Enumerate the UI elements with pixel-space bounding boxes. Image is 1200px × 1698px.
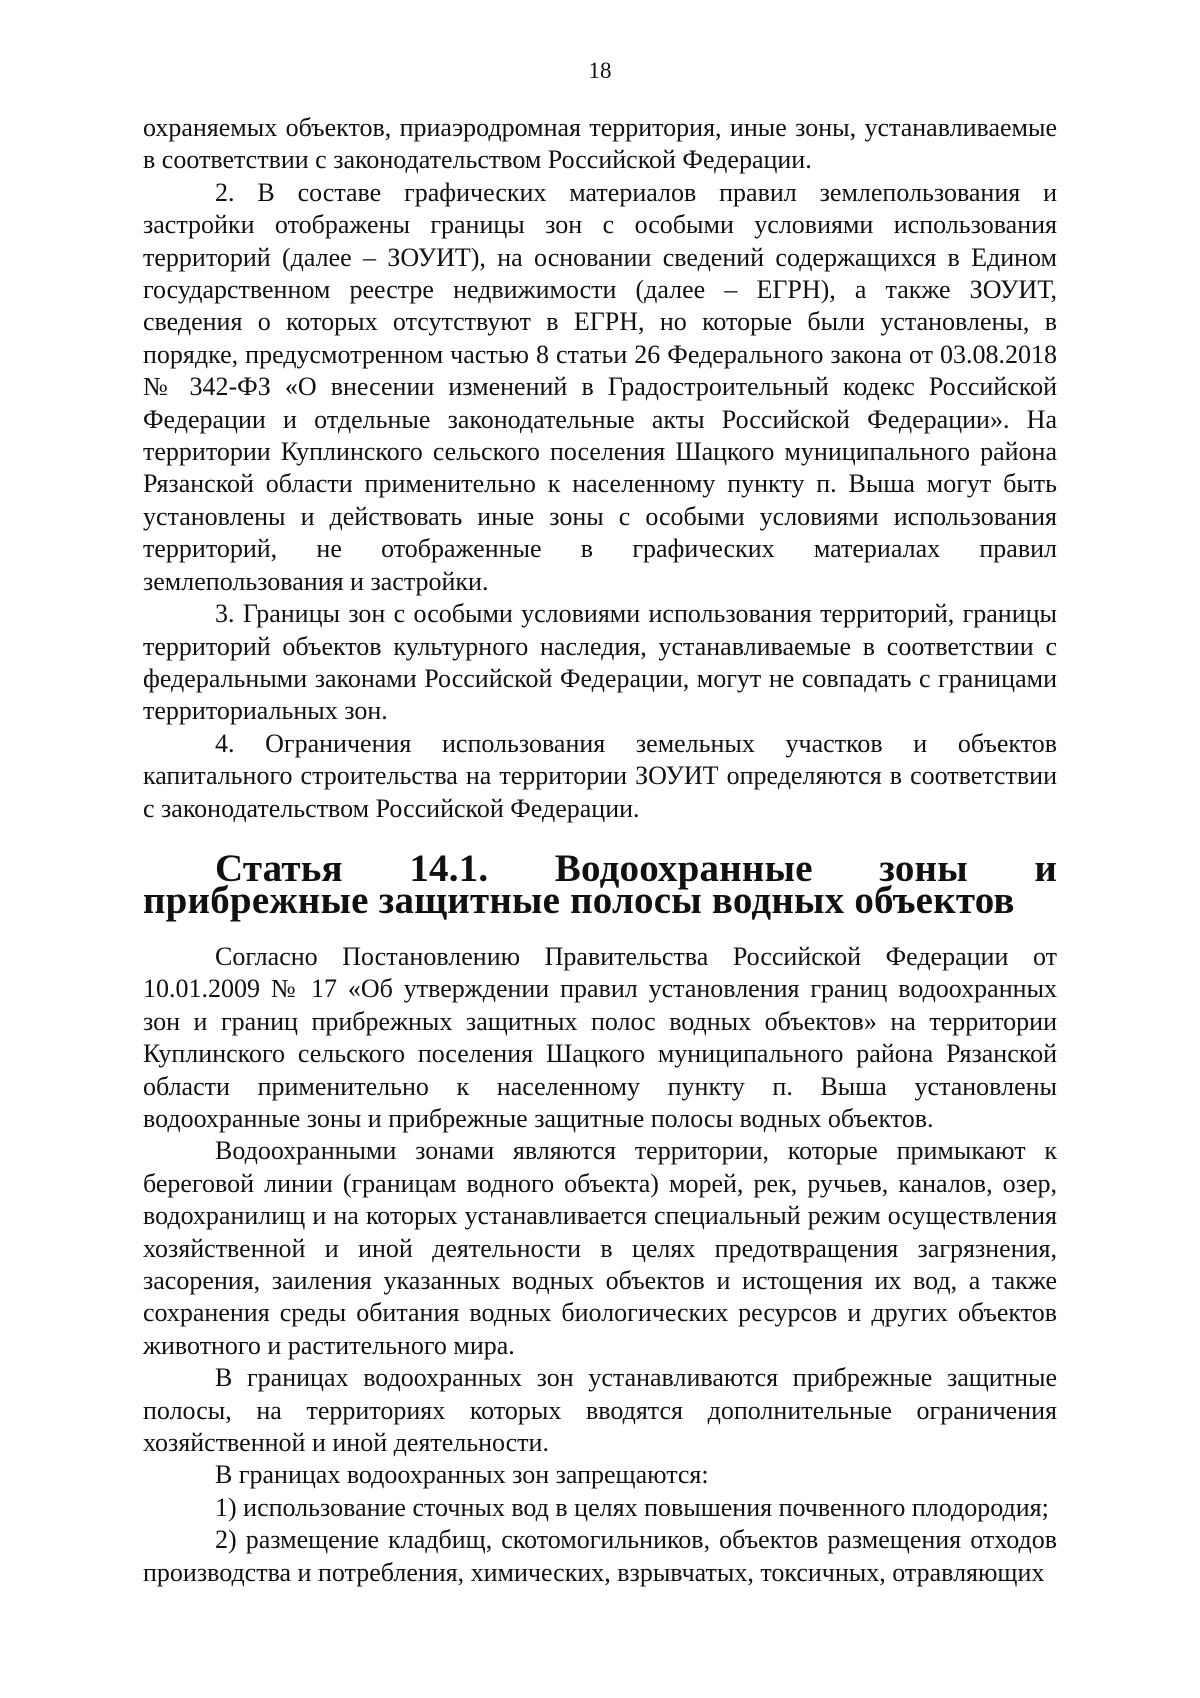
- paragraph-protective-strips: В границах водоохранных зон устанавливаются прибрежные защитные полосы, на территориях которых вводятся дополнительные ограничения хозяйственной и иной деятельности.: [143, 1363, 1057, 1458]
- paragraph-prohibitions-intro: В границах водоохранных зон запрещаются:: [215, 1460, 709, 1490]
- paragraph-item-2: 2. В составе графических материалов правил землепользования и застройки отображены границы зон с особыми условиями использования территорий (далее – ЗОУИТ), на основании сведений содержащихся в Едином государственном реестре недвижимости (далее – ЕГРН), а также ЗОУИТ, сведения о которых отсутствуют в ЕГРН, но которые были установлены, в порядке, предусмотренном частью 8 статьи 26 Федерального закона от 03.08.2018 № 342-ФЗ «О внесении изменений в Градостроительный кодекс Российской Федерации и отдельные законодательные акты Российской Федерации». На территории Куплинского сельского поселения Шацкого муниципального района Рязанской области применительно к населенному пункту п. Выша могут быть установлены и действовать иные зоны с особыми условиями использования территорий, не отображенные в графических материалах правил землепользования и застройки.: [143, 177, 1057, 596]
- paragraph-definition: Водоохранными зонами являются территории, которые примыкают к береговой линии (границам водного объекта) морей, рек, ручьев, каналов, озер, водохранилищ и на которых устанавливается специальный режим осуществления хозяйственной и иной деятельности в целях предотвращения загрязнения, засорения, заиления указанных водных объектов и истощения их вод, а также сохранения среды обитания водных биологических ресурсов и других объектов животного и растительного мира.: [143, 1136, 1057, 1360]
- page-number: 18: [588, 58, 612, 83]
- paragraph-item-4: 4. Ограничения использования земельных участков и объектов капитального строительства на территории ЗОУИТ определяются в соответствии с законодательством Российской Федерации.: [143, 728, 1057, 823]
- paragraph-continuation: охраняемых объектов, приаэродромная территория, иные зоны, устанавливаемые в соответствии с законодательством Российской Федерации.: [143, 113, 1057, 175]
- document-body: [143, 112, 1057, 1589]
- list-item-1: 1) использование сточных вод в целях повышения почвенного плодородия;: [215, 1492, 1049, 1522]
- article-heading: Статья 14.1. Водоохранные зоны и прибрежные защитные полосы водных объектов: [143, 846, 1057, 922]
- list-item-2: 2) размещение кладбищ, скотомогильников, объектов размещения отходов производства и потребления, химических, взрывчатых, токсичных, отравляющих: [143, 1525, 1057, 1587]
- paragraph-regulation: Согласно Постановлению Правительства Российской Федерации от 10.01.2009 № 17 «Об утверждении правил установления границ водоохранных зон и границ прибрежных защитных полос водных объектов» на территории Куплинского сельского поселения Шацкого муниципального района Рязанской области применительно к населенному пункту п. Выша установлены водоохранные зоны и прибрежные защитные полосы водных объектов.: [143, 941, 1057, 1133]
- paragraph-item-3: 3. Границы зон с особыми условиями использования территорий, границы территорий объектов культурного наследия, устанавливаемые в соответствии с федеральными законами Российской Федерации, могут не совпадать с границами территориальных зон.: [143, 599, 1057, 726]
